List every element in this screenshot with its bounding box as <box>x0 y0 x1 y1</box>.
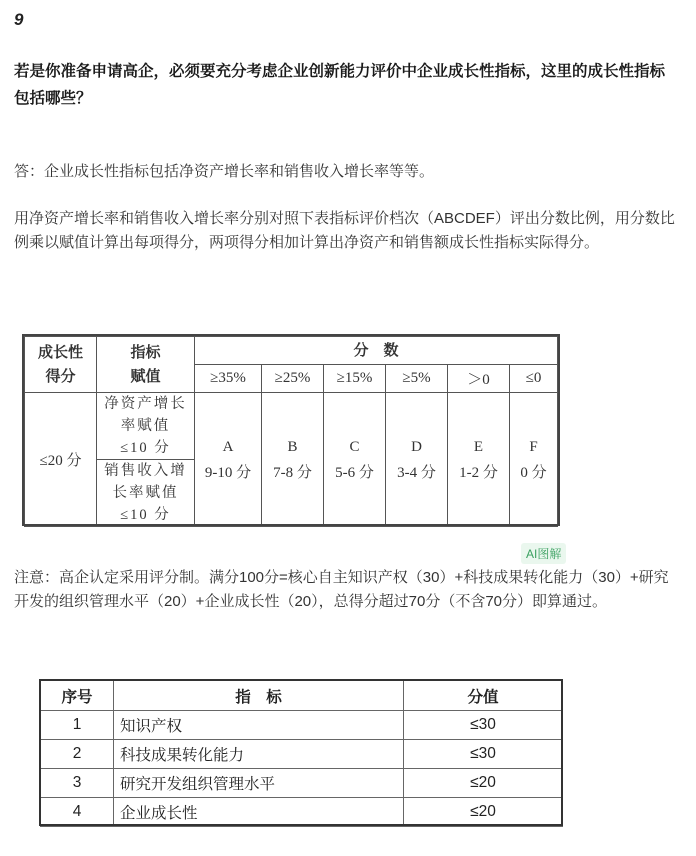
ai-diagram-button[interactable]: AI图解 <box>521 543 566 564</box>
threshold-cell: ≤0 <box>510 365 558 393</box>
header-indicator-value: 指标 赋值 <box>97 337 195 393</box>
grade-cell-d: D 3-4 分 <box>386 393 448 527</box>
grade-cell-b: B 7-8 分 <box>262 393 324 527</box>
criteria-table <box>40 680 563 827</box>
row-no: 4 <box>41 798 114 827</box>
sales-revenue-indicator-cell: 销售收入增 长率赋值 ≤10 分 <box>97 460 195 527</box>
row-name: 研究开发组织管理水平 <box>114 769 404 798</box>
grade-cell-e: E 1-2 分 <box>448 393 510 527</box>
row-value: ≤30 <box>404 711 563 740</box>
threshold-cell: ≥5% <box>386 365 448 393</box>
answer-text: 答：企业成长性指标包括净资产增长率和销售收入增长率等等。 <box>14 163 435 180</box>
row-no: 2 <box>41 740 114 769</box>
header-indicator: 指 标 <box>114 681 404 711</box>
table-row <box>41 740 563 769</box>
table-row <box>41 711 563 740</box>
header-score: 分 数 <box>195 337 558 365</box>
row-name: 科技成果转化能力 <box>114 740 404 769</box>
question-number: 9 <box>14 10 24 29</box>
header-value: 分值 <box>404 681 563 711</box>
row-value: ≤20 <box>404 769 563 798</box>
threshold-cell: ≥35% <box>195 365 262 393</box>
threshold-cell: ＞0 <box>448 365 510 393</box>
row-no: 1 <box>41 711 114 740</box>
row-value: ≤30 <box>404 740 563 769</box>
threshold-cell: ≥25% <box>262 365 324 393</box>
table-row <box>41 798 563 827</box>
header-no: 序号 <box>41 681 114 711</box>
row-name: 企业成长性 <box>114 798 404 827</box>
table-row <box>41 769 563 798</box>
row-no: 3 <box>41 769 114 798</box>
grade-cell-f: F 0 分 <box>510 393 558 527</box>
total-score-cell: ≤20 分 <box>25 393 97 527</box>
grade-cell-a: A 9-10 分 <box>195 393 262 527</box>
growth-score-table <box>24 336 558 527</box>
header-growth-score: 成长性 得分 <box>25 337 97 393</box>
threshold-cell: ≥15% <box>324 365 386 393</box>
row-name: 知识产权 <box>114 711 404 740</box>
explanation-text: 用净资产增长率和销售收入增长率分别对照下表指标评价档次（ABCDEF）评出分数比例，用分数比例乘以赋值计算出每项得分，两项得分相加计算出净资产和销售额成长性指标实际得分。 <box>14 210 675 251</box>
question-text: 若是你准备申请高企，必须要充分考虑企业创新能力评价中企业成长性指标，这里的成长性指标包括哪些？ <box>14 63 666 107</box>
net-asset-indicator-cell: 净资产增长 率赋值 ≤10 分 <box>97 393 195 460</box>
note-text: 注意：高企认定采用评分制。满分100分=核心自主知识产权（30）+科技成果转化能力（30）+研究开发的组织管理水平（20）+企业成长性（20），总得分超过70分（不含70分）即算通过。 <box>14 569 669 610</box>
row-value: ≤20 <box>404 798 563 827</box>
grade-cell-c: C 5-6 分 <box>324 393 386 527</box>
